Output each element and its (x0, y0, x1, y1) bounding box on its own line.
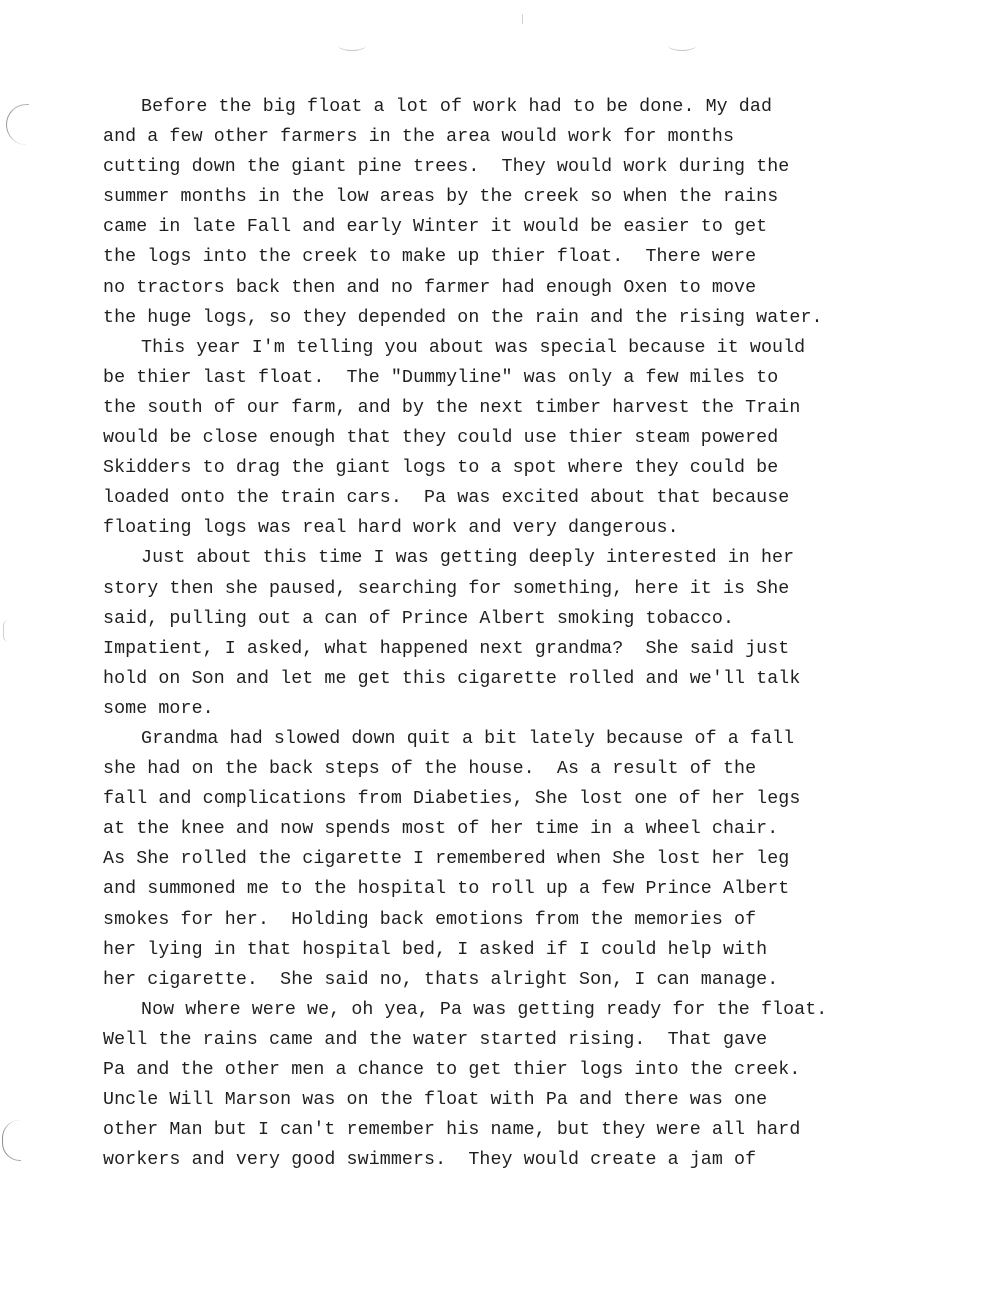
text-line: floating logs was real hard work and very dangerous. (103, 518, 679, 539)
text-line: Pa and the other men a chance to get thier logs into the creek. (103, 1060, 801, 1080)
text-line: Before the big float a lot of work had to be done. My dad (141, 97, 773, 117)
body-text (103, 92, 963, 1175)
scan-fold-mark-right (668, 40, 696, 51)
text-line: the logs into the creek to make up thier float. There were (103, 247, 757, 268)
text-line: she had on the back steps of the house. As a result of the (103, 759, 757, 780)
text-line: no tractors back then and no farmer had enough Oxen to move (103, 277, 757, 298)
binder-hole-upper (6, 104, 29, 145)
text-line: As She rolled the cigarette I remembered when She lost her leg (103, 849, 790, 870)
text-line: Impatient, I asked, what happened next grandma? She said just (103, 638, 790, 659)
text-line: loaded onto the train cars. Pa was excited about that because (103, 488, 790, 509)
text-line: be thier last float. The "Dummyline" was only a few miles to (103, 367, 779, 388)
text-line: at the knee and now spends most of her time in a wheel chair. (103, 819, 779, 840)
text-line: other Man but I can't remember his name, but they were all hard (103, 1120, 801, 1141)
text-line: some more. (103, 698, 214, 719)
text-line: Now where were we, oh yea, Pa was getting ready for the float. (141, 999, 828, 1020)
text-line: her cigarette. She said no, thats alright Son, I can manage. (103, 969, 779, 990)
scan-tick-mark (522, 14, 523, 24)
text-line: This year I'm telling you about was special because it would (141, 337, 806, 358)
text-line: her lying in that hospital bed, I asked if I could help with (103, 939, 768, 960)
scan-fold-mark-left (338, 40, 366, 51)
text-line: came in late Fall and early Winter it would be easier to get (103, 217, 768, 238)
text-line: the south of our farm, and by the next timber harvest the Train (103, 397, 801, 418)
binder-hole-middle (3, 620, 10, 642)
text-line: would be close enough that they could use thier steam powered (103, 428, 779, 449)
text-line: the huge logs, so they depended on the rain and the rising water. (103, 307, 823, 328)
text-line: smokes for her. Holding back emotions from the memories of (103, 909, 757, 930)
text-line: Grandma had slowed down quit a bit lately because of a fall (141, 728, 795, 749)
text-line: cutting down the giant pine trees. They would work during the (103, 157, 790, 178)
text-line: Just about this time I was getting deeply interested in her (141, 548, 795, 569)
binder-hole-lower (2, 1120, 21, 1161)
text-line: summer months in the low areas by the creek so when the rains (103, 187, 779, 208)
text-line: and a few other farmers in the area would work for months (103, 127, 735, 148)
text-line: Uncle Will Marson was on the float with Pa and there was one (103, 1090, 768, 1111)
text-line: Skidders to drag the giant logs to a spot where they could be (103, 458, 779, 479)
text-line: and summoned me to the hospital to roll up a few Prince Albert (103, 879, 790, 900)
text-line: hold on Son and let me get this cigarette rolled and we'll talk (103, 668, 801, 689)
text-line: fall and complications from Diabeties, She lost one of her legs (103, 789, 801, 810)
text-line: workers and very good swimmers. They would create a jam of (103, 1150, 757, 1171)
text-line: Well the rains came and the water started rising. That gave (103, 1029, 768, 1050)
text-line: story then she paused, searching for something, here it is She (103, 578, 790, 599)
text-line: said, pulling out a can of Prince Albert smoking tobacco. (103, 608, 735, 629)
